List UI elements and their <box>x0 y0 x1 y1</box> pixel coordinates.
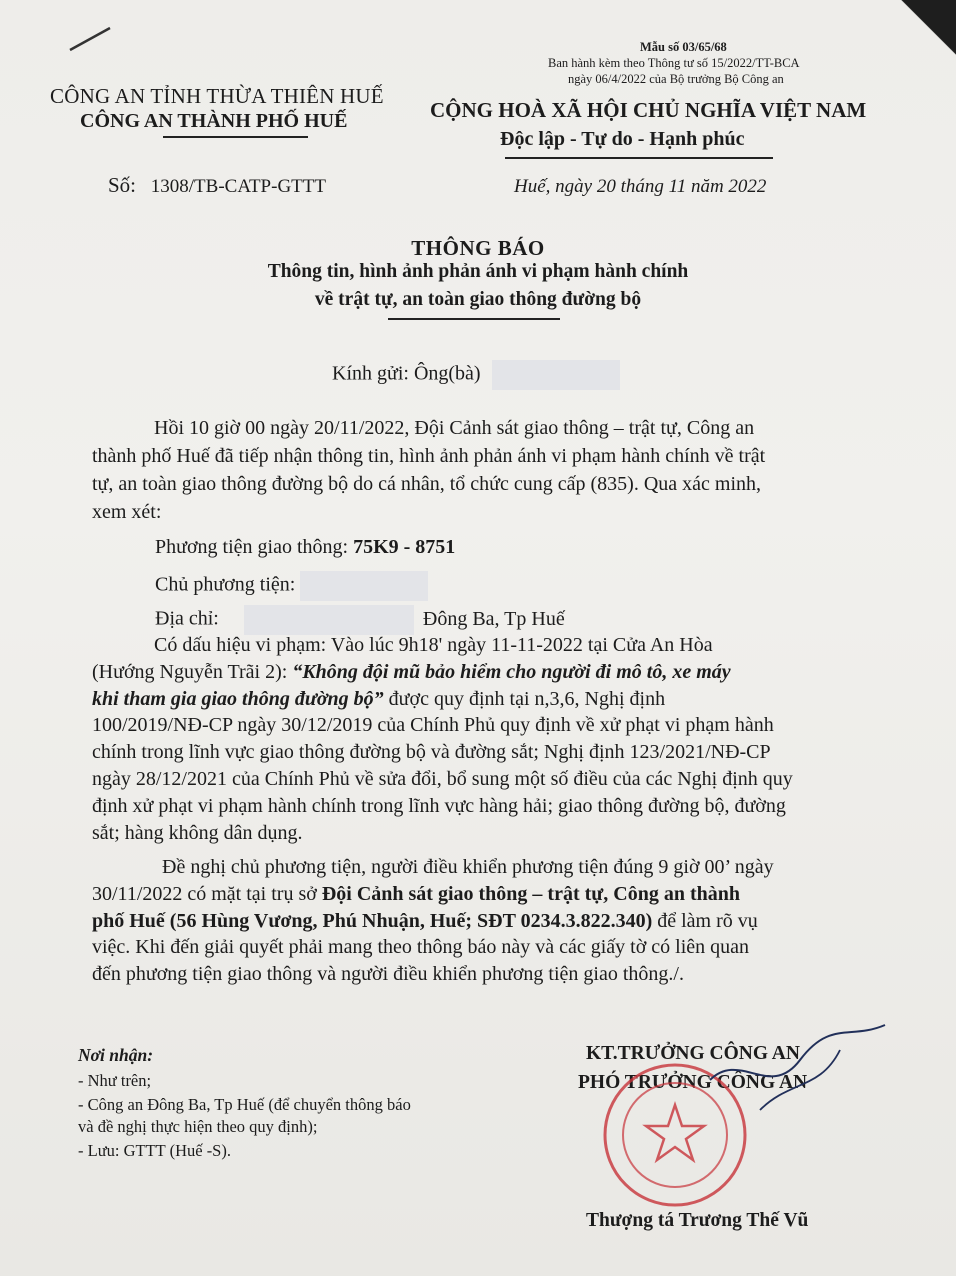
vehicle-plate: 75K9 - 8751 <box>353 536 456 558</box>
violation-paragraph <box>92 632 872 846</box>
form-issued-line-2: ngày 06/4/2022 của Bộ trưởng Bộ Công an <box>568 72 784 86</box>
nation-title: CỘNG HOÀ XÃ HỘI CHỦ NGHĨA VIỆT NAM <box>430 98 867 122</box>
motto: Độc lập - Tự do - Hạnh phúc <box>500 128 745 150</box>
request-line-4: việc. Khi đến giải quyết phải mang theo thông báo này và các giấy tờ có liên quan <box>92 936 750 959</box>
address-suffix: Đông Ba, Tp Huế <box>422 607 565 630</box>
notice-subtitle-2: về trật tự, an toàn giao thông đường bộ <box>314 289 642 310</box>
request-line-1: Đề nghị chủ phương tiện, người điều khiển phương tiện đúng 9 giờ 00’ ngày <box>162 856 774 878</box>
vehicle-line <box>155 536 455 559</box>
redacted-name <box>492 360 620 390</box>
request-line-2 <box>92 881 882 908</box>
signature-scribble <box>700 1020 900 1140</box>
request-line-3-b: để làm rõ vụ <box>652 909 758 932</box>
motto-underline <box>505 157 773 159</box>
notice-heading: THÔNG BÁO <box>411 236 545 260</box>
violation-line-8: sắt; hàng không dân dụng. <box>92 821 303 844</box>
org-underline <box>163 136 308 138</box>
place-date: Huế, ngày 20 tháng 11 năm 2022 <box>514 176 767 197</box>
violation-line-2-a: (Hướng Nguyễn Trãi 2): <box>92 660 293 683</box>
doc-number-label: Số: <box>108 173 137 197</box>
org-parent: CÔNG AN TỈNH THỪA THIÊN HUẾ <box>50 84 384 108</box>
pen-mark <box>66 20 116 60</box>
intro-line-3: tự, an toàn giao thông đường bộ do cá nhân, tổ chức cung cấp (835). Qua xác minh, <box>92 473 762 495</box>
address-label: Địa chỉ: <box>155 607 219 630</box>
recipients-heading: Nơi nhận: <box>78 1045 154 1065</box>
recipient-item: - Công an Đông Ba, Tp Huế (để chuyển thông báo <box>78 1095 411 1114</box>
dark-corner <box>896 0 956 60</box>
violation-quote-1: “Không đội mũ bảo hiểm cho người đi mô tô, xe máy <box>292 660 731 683</box>
greeting-label: Kính gửi: Ông(bà) <box>332 362 481 385</box>
violation-line-2 <box>92 659 872 686</box>
title-underline <box>388 318 560 320</box>
owner-line <box>155 571 428 601</box>
violation-line-4: 100/2019/NĐ-CP ngày 30/12/2019 của Chính Phủ quy định về xử phạt vi phạm hành <box>92 714 774 737</box>
intro-line-4: xem xét: <box>92 501 162 523</box>
violation-line-3-b: được quy định tại n,3,6, Nghị định <box>383 687 666 710</box>
request-address: phố Huế (56 Hùng Vương, Phú Nhuận, Huế; SĐT 0234.3.822.340) <box>92 909 653 932</box>
signer-name: Thượng tá Trương Thế Vũ <box>586 1210 809 1231</box>
form-issued-line-1: Ban hành kèm theo Thông tư số 15/2022/TT-BCA <box>548 56 800 70</box>
request-line-3 <box>92 908 882 935</box>
violation-line-5: chính trong lĩnh vực giao thông đường bộ và đường sắt; Nghị định 123/2021/NĐ-CP <box>92 741 771 764</box>
signature-title-2: PHÓ TRƯỞNG CÔNG AN <box>578 1072 808 1093</box>
redacted-owner <box>300 571 428 601</box>
form-number: Mẫu số 03/65/68 <box>640 40 727 54</box>
violation-line-6: ngày 28/12/2021 của Chính Phủ về sửa đổi, bổ sung một số điều của các Nghị định quy <box>92 767 793 790</box>
violation-line-3 <box>92 686 872 713</box>
org-issuer: CÔNG AN THÀNH PHỐ HUẾ <box>80 110 348 132</box>
notice-subtitle-1: Thông tin, hình ảnh phản ánh vi phạm hành chính <box>267 261 689 282</box>
recipient-item: - Lưu: GTTT (Huế -S). <box>78 1141 231 1160</box>
request-paragraph <box>92 854 882 988</box>
doc-number-value: 1308/TB-CATP-GTTT <box>150 176 326 197</box>
vehicle-label: Phương tiện giao thông: <box>155 536 349 558</box>
request-line-2-a: 30/11/2022 có mặt tại trụ sở <box>92 882 322 905</box>
violation-quote-2: khi tham gia giao thông đường bộ” <box>92 687 384 710</box>
request-office: Đội Cảnh sát giao thông – trật tự, Công an thành <box>321 882 740 905</box>
greeting <box>332 360 620 390</box>
intro-line-2: thành phố Huế đã tiếp nhận thông tin, hình ảnh phản ánh vi phạm hành chính về trật <box>92 445 766 467</box>
owner-label: Chủ phương tiện: <box>155 573 296 596</box>
doc-number <box>108 173 326 198</box>
address-line <box>155 605 565 635</box>
intro-line-1: Hồi 10 giờ 00 ngày 20/11/2022, Đội Cảnh sát giao thông – trật tự, Công an <box>154 417 755 439</box>
violation-line-7: định xử phạt vi phạm hành chính trong lĩnh vực hàng hải; giao thông đường bộ, đường <box>92 794 786 817</box>
request-line-5: đến phương tiện giao thông và người điều khiển phương tiện giao thông./. <box>92 963 684 986</box>
violation-line-1: Có dấu hiệu vi phạm: Vào lúc 9h18' ngày 11-11-2022 tại Cửa An Hòa <box>154 634 713 656</box>
signature-title-1: KT.TRƯỞNG CÔNG AN <box>586 1043 800 1064</box>
intro-paragraph <box>92 414 872 526</box>
redacted-address <box>244 605 414 635</box>
recipient-item: và đề nghị thực hiện theo quy định); <box>78 1117 318 1136</box>
recipient-item: - Như trên; <box>78 1071 152 1090</box>
